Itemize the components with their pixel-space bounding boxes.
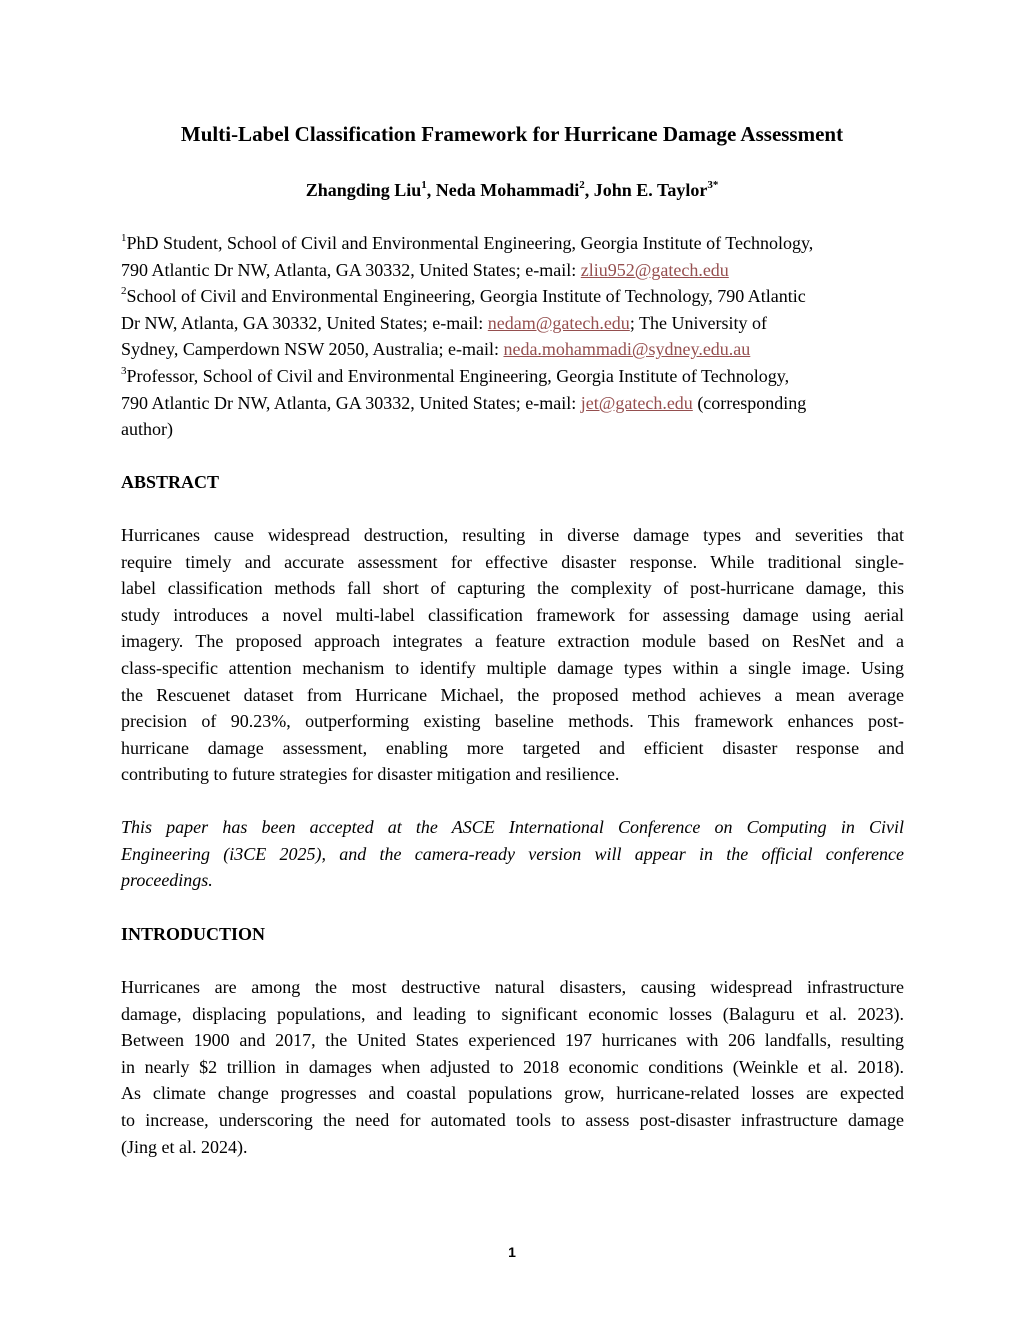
affiliation-text: ; The University of	[629, 312, 767, 333]
affiliation-mark: 2	[121, 285, 127, 298]
text-line: Engineering (i3CE 2025), and the camera-ready version will appear in the official conference	[121, 843, 904, 864]
text-line: require timely and accurate assessment for effective disaster response. While traditional single-	[121, 551, 904, 572]
text-line: Between 1900 and 2017, the United States experienced 197 hurricanes with 206 landfalls, resulting	[121, 1030, 904, 1051]
text-line: hurricane damage assessment, enabling more targeted and efficient disaster response and	[121, 737, 904, 758]
author-separator: ,	[584, 180, 594, 200]
affiliation-mark: 3	[121, 364, 127, 377]
author-separator: ,	[426, 180, 436, 200]
text-line: label classification methods fall short of capturing the complexity of post-hurricane damage, this	[121, 578, 904, 599]
text-line: to increase, underscoring the need for automated tools to assess post-disaster infrastructure damage	[121, 1109, 904, 1130]
email-link[interactable]: zliu952@gatech.edu	[580, 259, 729, 280]
affiliation-text: author)	[121, 419, 173, 440]
affiliation-2	[121, 283, 911, 363]
author-list	[0, 177, 1024, 203]
text-line: imagery. The proposed approach integrates a feature extraction module based on ResNet and a	[121, 631, 904, 652]
author-name: Zhangding Liu	[305, 180, 422, 200]
author-affiliation-mark: 2	[579, 179, 585, 191]
text-line: Hurricanes are among the most destructive natural disasters, causing widespread infrastructure	[121, 977, 904, 997]
affiliations	[121, 230, 911, 443]
abstract-heading: ABSTRACT	[121, 472, 220, 492]
text-line: proceedings.	[121, 870, 213, 891]
text-line: damage, displacing populations, and leading to significant economic losses (Balaguru et al. 2023).	[121, 1003, 904, 1024]
affiliation-3	[121, 363, 911, 443]
text-line: contributing to future strategies for disaster mitigation and resilience.	[121, 764, 620, 785]
introduction-paragraph	[121, 974, 904, 1160]
affiliation-1	[121, 230, 911, 283]
affiliation-text: School of Civil and Environmental Engineering, Georgia Institute of Technology, 790 Atlantic	[126, 286, 806, 307]
affiliation-text: Dr NW, Atlanta, GA 30332, United States; e-mail:	[121, 312, 488, 333]
text-line: (Jing et al. 2024).	[121, 1136, 248, 1157]
author-affiliation-mark: 1	[421, 179, 427, 191]
text-line: As climate change progresses and coastal populations grow, hurricane-related losses are expected	[121, 1083, 904, 1104]
page-number: 1	[508, 1244, 516, 1260]
text-line: the Rescuenet dataset from Hurricane Michael, the proposed method achieves a mean average	[121, 684, 904, 705]
affiliation-text: Sydney, Camperdown NSW 2050, Australia; e-mail:	[121, 339, 504, 360]
email-link[interactable]: nedam@gatech.edu	[487, 312, 630, 333]
author-name: John E. Taylor	[593, 180, 708, 200]
author-affiliation-mark: 3*	[707, 179, 719, 191]
acceptance-note	[121, 814, 904, 894]
introduction-heading: INTRODUCTION	[121, 924, 266, 944]
affiliation-text: (corresponding	[692, 392, 807, 413]
email-link[interactable]: neda.mohammadi@sydney.edu.au	[503, 339, 751, 360]
affiliation-text: 790 Atlantic Dr NW, Atlanta, GA 30332, United States; e-mail:	[121, 259, 581, 280]
text-line: study introduces a novel multi-label classification framework for assessing damage using aerial	[121, 604, 904, 625]
text-line: precision of 90.23%, outperforming existing baseline methods. This framework enhances post-	[121, 711, 904, 732]
text-line: class-specific attention mechanism to identify multiple damage types within a single image. Using	[121, 657, 904, 678]
author-name: Neda Mohammadi	[435, 180, 580, 200]
text-line: This paper has been accepted at the ASCE International Conference on Computing in Civil	[121, 817, 904, 837]
paper-title: Multi-Label Classification Framework for Hurricane Damage Assessment	[180, 122, 844, 146]
abstract-paragraph	[121, 522, 904, 788]
affiliation-text: PhD Student, School of Civil and Environmental Engineering, Georgia Institute of Technology,	[126, 233, 814, 253]
text-line: Hurricanes cause widespread destruction, resulting in diverse damage types and severities that	[121, 525, 904, 545]
affiliation-text: 790 Atlantic Dr NW, Atlanta, GA 30332, United States; e-mail:	[121, 392, 581, 413]
affiliation-mark: 1	[121, 232, 127, 244]
text-line: in nearly $2 trillion in damages when adjusted to 2018 economic conditions (Weinkle et al. 2018).	[121, 1056, 904, 1077]
email-link[interactable]: jet@gatech.edu	[580, 392, 693, 413]
affiliation-text: Professor, School of Civil and Environmental Engineering, Georgia Institute of Technology,	[126, 365, 790, 386]
